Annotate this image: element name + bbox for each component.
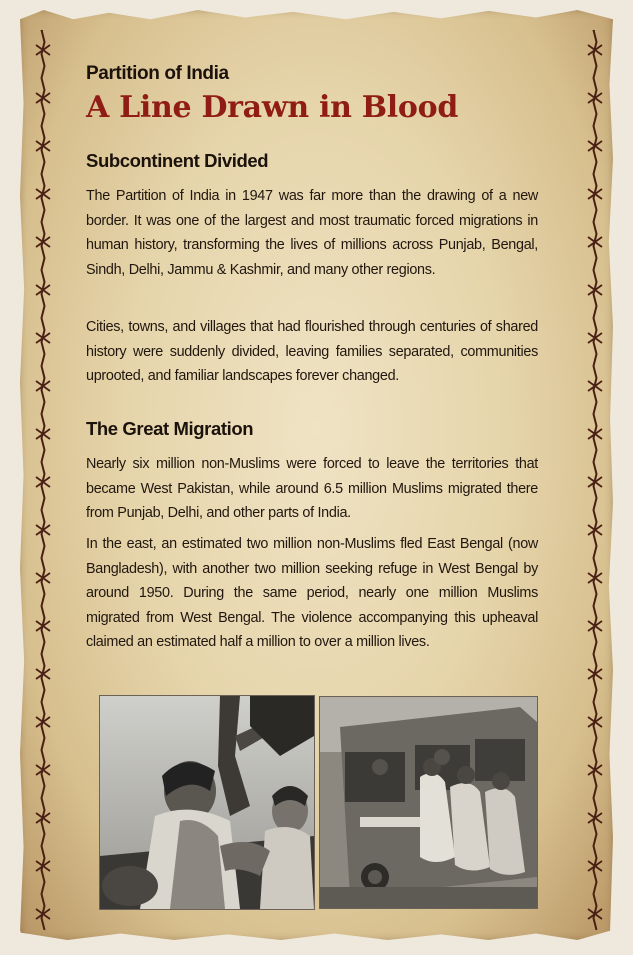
section-heading-great-migration: The Great Migration: [86, 418, 254, 439]
photo-refugee-mother-child: [99, 695, 315, 910]
paragraph-divided-communities: Cities, towns, and villages that had flourished through centuries of shared history were suddenly divided, leaving families separated, communities uprooted, and familiar landscapes forever changed.: [86, 319, 538, 384]
barbed-wire-strand: [42, 30, 45, 930]
barbed-wire-left-border: [32, 30, 54, 930]
page-title: A Line Drawn in Blood: [86, 90, 458, 125]
paragraph-east-migration: In the east, an estimated two million non-Muslims fled East Bengal (now Bangladesh), with another two million seeking refuge in West Bengal by around 1950. During the same period, nearly one million Muslims migrated from West Bengal. The violence accompanying this upheaval claimed an estimated half a million to over a million lives.: [86, 536, 538, 650]
photo-crowded-refugee-transport: [319, 696, 538, 909]
paragraph-west-migration: Nearly six million non-Muslims were forced to leave the territories that became West Pakistan, while around 6.5 million Muslims migrated there from Punjab, Delhi, and other parts of India.: [86, 456, 538, 521]
paragraph-partition-overview: The Partition of India in 1947 was far more than the drawing of a new border. It was one of the largest and most traumatic forced migrations in human history, transforming the lives of millions across Punjab, Bengal, Sindh, Delhi, Jammu & Kashmir, and many other regions.: [86, 188, 538, 278]
section-heading-subcontinent-divided: Subcontinent Divided: [86, 150, 269, 171]
barbed-wire-strand: [594, 30, 597, 930]
kicker-heading: Partition of India: [86, 63, 229, 84]
barbed-wire-right-border: [584, 30, 606, 930]
